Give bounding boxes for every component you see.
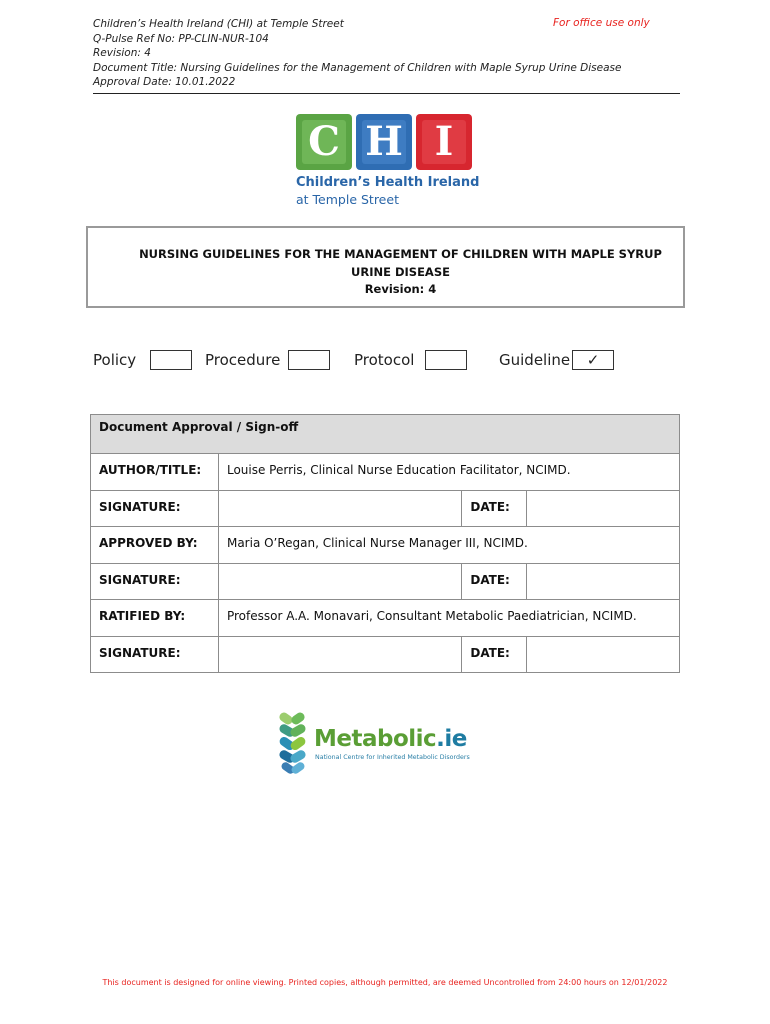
- chi-logo: [296, 108, 480, 208]
- author-row: [91, 454, 680, 491]
- ratified-row: [91, 600, 680, 637]
- approval-heading: Document Approval / Sign-off: [91, 415, 680, 454]
- chi-block-i: [416, 114, 472, 170]
- title-revision: Revision: 4: [364, 282, 437, 296]
- ratified-date-field[interactable]: [527, 636, 680, 673]
- approval-heading-row: [91, 415, 680, 454]
- chi-logo-name: Children’s Health Ireland: [296, 175, 480, 190]
- type-procedure-checkbox[interactable]: [288, 350, 330, 370]
- author-date-label: DATE:: [462, 490, 527, 527]
- type-protocol-checkbox[interactable]: [425, 350, 467, 370]
- header-divider: [93, 93, 680, 94]
- approved-signature-field[interactable]: [218, 563, 461, 600]
- type-procedure-label: Procedure: [205, 351, 281, 369]
- author-signature-label: SIGNATURE:: [91, 490, 219, 527]
- header-qpulse-ref: Q-Pulse Ref No: PP-CLIN-NUR-104: [93, 32, 269, 45]
- document-title-box: [86, 226, 685, 308]
- chi-block-h: [356, 114, 412, 170]
- header-organisation: Children’s Health Ireland (CHI) at Temple Street: [93, 18, 344, 30]
- metabolic-logo-mark-icon: [276, 712, 310, 774]
- type-guideline-label: Guideline: [499, 351, 571, 369]
- metabolic-logo-name: [314, 726, 467, 752]
- chi-letter-i: I: [434, 118, 454, 165]
- document-type-selector: [93, 348, 693, 374]
- author-label: AUTHOR/TITLE:: [91, 454, 219, 491]
- ratified-signature-row: [91, 636, 680, 673]
- header-revision: Revision: 4: [93, 47, 151, 59]
- metabolic-logo-name-main: Metabolic: [314, 726, 437, 752]
- document-title: [118, 246, 683, 299]
- uncontrolled-copy-notice: This document is designed for online viewing. Printed copies, although permitted, are deemed Uncontrolled from 24:00 hours on 12/01/2022: [102, 978, 668, 987]
- approval-table: [90, 414, 680, 673]
- approved-date-field[interactable]: [527, 563, 680, 600]
- chi-logo-blocks: [296, 108, 476, 172]
- author-signature-field[interactable]: [218, 490, 461, 527]
- title-line-2: URINE DISEASE: [351, 264, 450, 279]
- type-guideline-checkbox[interactable]: ✓: [572, 350, 614, 370]
- header-document-title: Document Title: Nursing Guidelines for the Management of Children with Maple Syrup Urine Disease: [93, 61, 622, 74]
- author-date-field[interactable]: [527, 490, 680, 527]
- metabolic-logo-tld: .ie: [436, 726, 467, 752]
- ratified-date-label: DATE:: [462, 636, 527, 673]
- header-approval-date: Approval Date: 10.01.2022: [93, 76, 236, 88]
- approved-value: Maria O’Regan, Clinical Nurse Manager III, NCIMD.: [218, 527, 679, 564]
- ratified-signature-label: SIGNATURE:: [91, 636, 219, 673]
- ratified-value: Professor A.A. Monavari, Consultant Metabolic Paediatrician, NCIMD.: [218, 600, 679, 637]
- chi-letter-h: H: [365, 118, 403, 165]
- type-policy-label: Policy: [93, 351, 137, 369]
- metabolic-logo-subtitle: National Centre for Inherited Metabolic Disorders: [315, 754, 470, 761]
- approved-label: APPROVED BY:: [91, 527, 219, 564]
- approved-signature-label: SIGNATURE:: [91, 563, 219, 600]
- office-use-label: For office use only: [553, 17, 650, 29]
- author-signature-row: [91, 490, 680, 527]
- ratified-signature-field[interactable]: [218, 636, 461, 673]
- approved-row: [91, 527, 680, 564]
- metabolic-logo: [276, 712, 496, 774]
- approved-date-label: DATE:: [462, 563, 527, 600]
- title-line-1: NURSING GUIDELINES FOR THE MANAGEMENT OF CHILDREN WITH MAPLE SYRUP: [139, 247, 662, 261]
- approved-signature-row: [91, 563, 680, 600]
- type-protocol-label: Protocol: [354, 351, 415, 369]
- chi-letter-c: C: [308, 118, 340, 165]
- chi-block-c: [296, 114, 352, 170]
- chi-logo-subtitle: at Temple Street: [296, 192, 399, 207]
- type-policy-checkbox[interactable]: [150, 350, 192, 370]
- author-value: Louise Perris, Clinical Nurse Education Facilitator, NCIMD.: [218, 454, 679, 491]
- ratified-label: RATIFIED BY:: [91, 600, 219, 637]
